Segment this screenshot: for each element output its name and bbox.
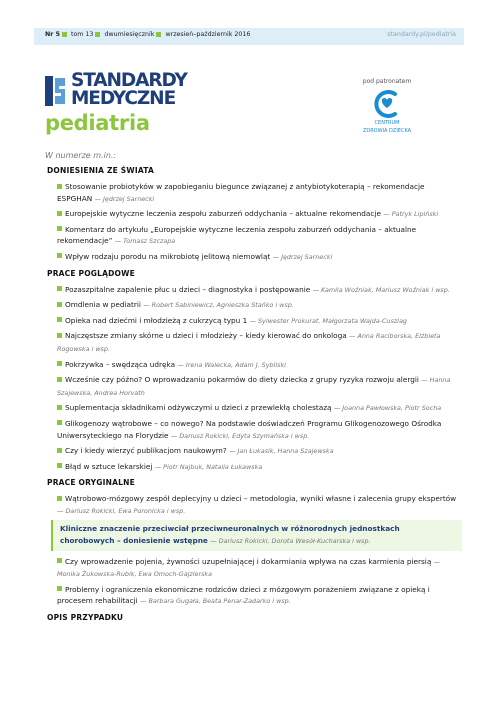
toc-item[interactable] [57,299,462,312]
toc-item[interactable] [57,181,462,205]
article-title: Glikogenozy wątrobowe – co nowego? Na podstawie doświadczeń Programu Glikogenozowego Ośrodka Uniwersyteckiego na Florydzie [57,418,442,440]
square-bullet-icon [57,317,62,322]
square-bullet-icon [57,448,62,453]
patron-org-line1: CENTRUM [374,120,400,126]
highlighted-article[interactable] [51,520,462,550]
square-bullet-icon [156,32,161,37]
square-bullet-icon [57,211,62,216]
article-authors: Anna Raciborska, Elżbieta Rogowska i wsp. [57,332,441,353]
article-authors: Robert Sabiniewicz, Agnieszka Stańko i wsp. [151,301,294,310]
section-heading: OPIS PRZYPADKU [47,613,124,623]
article-authors: Joanna Pawłowska, Piotr Socha [342,404,442,413]
author-separator: — [333,404,343,413]
square-bullet-icon [57,420,62,425]
journal-subtitle: pediatria [45,111,150,135]
square-bullet-icon [57,496,62,501]
heart-logo-icon [370,90,404,118]
article-authors: Barbara Gugała, Beata Penar-Zadarko i wsp. [148,597,291,606]
toc-item[interactable] [57,208,462,221]
article-authors: Jan Łukasik, Hanna Szajewska [237,447,334,456]
patron-org-line2: ZDROWIA DZIECKA [362,128,412,134]
toc-item[interactable] [57,556,462,581]
author-separator: — [249,316,258,325]
square-bullet-icon [57,333,62,338]
square-bullet-icon [57,405,62,410]
author-separator: — [383,210,392,219]
article-authors: Dariusz Rokicki, Dorota Wesół-Kucharska i wsp. [218,537,371,546]
article-authors: Kamila Woźniak, Mariusz Woźniak i wsp. [321,285,450,294]
author-separator: — [433,557,441,566]
article-title: Stosowanie probiotyków w zapobieganiu biegunce związanej z antybiotykoterapią – rekomendacje ESPGHAN [57,182,425,203]
toc-item[interactable] [57,493,462,517]
toc-item[interactable] [57,461,462,474]
article-authors: Jędrzej Sarnecki [281,252,333,261]
square-bullet-icon [57,361,62,366]
section-spacer [47,628,462,630]
article-title: Problemy i ograniczenia ekonomiczne rodziców dzieci z mózgowym porażeniem związane z opieką i procesem rehabilitacji [57,584,430,606]
article-title: Wpływ rodzaju porodu na mikrobiotę jelitową niemowląt [65,251,271,261]
article-authors: Dariusz Rokicki, Ewa Poronicka i wsp. [65,506,186,515]
author-separator: — [272,252,282,261]
journal-logo-text [71,72,187,108]
square-bullet-icon [57,226,62,231]
author-separator: — [94,194,103,203]
article-authors: Piotr Najbuk, Natalia Łukawska [163,462,263,471]
article-title: Czy wprowadzenie pojenia, żywności uzupełniającej i dokarmiania wpływa na czas karmienia piersią [65,556,432,566]
article-authors: Patryk Lipiński [391,210,439,219]
author-separator: — [349,332,358,341]
journal-logo-icon [45,76,67,106]
author-separator: — [421,376,430,385]
article-authors: Tomasz Szczapa [123,237,176,246]
toc-item[interactable] [57,374,462,399]
author-separator: — [114,237,124,246]
table-of-contents [47,166,462,630]
article-authors: Jędrzej Sarnecki [103,194,155,203]
author-separator: — [312,285,322,294]
author-separator: — [140,597,149,606]
section-heading: DONIESIENIA ZE ŚWIATA [47,166,154,175]
square-bullet-icon [57,586,62,591]
toc-item[interactable] [57,224,462,248]
toc-item[interactable] [57,284,462,297]
patronage-label: pod patronatem [362,78,412,85]
article-authors: Dariusz Rokicki, Edyta Szymańska i wsp. [179,431,310,440]
patronage-block [352,78,422,134]
article-authors: Sylwester Prokurat, Małgorzata Wajda-Cuszlag [258,316,407,325]
article-title: Pozaszpitalne zapalenie płuc u dzieci – diagnostyka i postępowanie [65,284,311,294]
author-separator: — [143,301,152,310]
toc-item[interactable] [57,418,462,442]
issue-number: Nr 5 [45,31,60,38]
square-bullet-icon [57,558,62,563]
article-title: Pokrzywka – swędząca udręka [65,359,176,369]
volume: tom 13 [70,31,94,38]
article-title: Wątrobowo-mózgowy zespół deplecyjny u dzieci – metodologia, wyniki własne i zalecenia grupy ekspertów [65,494,457,504]
author-separator: — [229,447,238,456]
toc-item[interactable] [57,402,462,415]
article-title: Opieka nad dziećmi i młodzieżą z cukrzycą typu 1 [65,315,248,325]
article-title: Wcześnie czy późno? O wprowadzaniu pokarmów do diety dziecka z grupy ryzyka rozwoju alergii [65,375,419,385]
article-authors: Irena Walecka, Adam J. Sybilski [185,360,286,369]
issue-info [45,31,250,38]
author-separator: — [154,462,164,471]
issue-bar [34,28,464,45]
square-bullet-icon [57,463,62,468]
website-link[interactable]: standardy.pl/pediatria [387,31,456,38]
brand-line1: STANDARDY [71,70,187,91]
in-this-issue-label: W numerze m.in.: [45,151,117,160]
article-authors: Hanna Szajewska, Andrea Horvath [57,376,451,397]
brand-line2: MEDYCZNE [71,88,176,109]
section-heading: PRACE ORYGINALNE [47,478,135,488]
toc-item[interactable] [57,445,462,458]
square-bullet-icon [62,32,67,37]
toc-item[interactable] [57,315,462,328]
toc-item[interactable] [57,584,462,608]
article-title: Kliniczne znaczenie przeciwciał przeciwneuronalnych w różnorodnych jednostkach chorobowych – doniesienie wstępne [60,524,400,546]
square-bullet-icon [57,253,62,258]
toc-item[interactable] [57,330,462,355]
frequency: dwumiesięcznik [104,31,155,38]
toc-item[interactable] [57,251,462,264]
section-heading: PRACE POGLĄDOWE [47,268,135,278]
author-separator: — [57,506,66,515]
toc-item[interactable] [57,359,462,372]
author-separator: — [177,360,186,369]
article-title: Suplementacja składnikami odżywczymi u dzieci z przewlekłą cholestazą [65,403,332,413]
square-bullet-icon [95,32,100,37]
author-separator: — [170,431,180,440]
article-title: Europejskie wytyczne leczenia zespołu zaburzeń oddychania – aktualne rekomendacje [65,209,381,219]
article-title: Omdlenia w pediatrii [65,300,141,310]
article-title: Najczęstsze zmiany skórne u dzieci i młodzieży – kiedy kierować do onkologa [65,331,347,341]
article-title: Błąd w sztuce lekarskiej [65,461,153,471]
article-title: Czy i kiedy wierzyć publikacjom naukowym? [65,446,227,456]
period: wrzesień–październik 2016 [165,31,251,38]
author-separator: — [210,537,219,546]
article-authors: Monika Żukowska-Rubik, Ewa Omoch-Gajzlerska [57,570,213,579]
square-bullet-icon [57,286,62,291]
square-bullet-icon [57,302,62,307]
article-title: Komentarz do artykułu „Europejskie wytyczne leczenia zespołu zaburzeń oddychania – aktualne rekomendacje” [57,224,417,246]
square-bullet-icon [57,184,62,189]
square-bullet-icon [57,377,62,382]
